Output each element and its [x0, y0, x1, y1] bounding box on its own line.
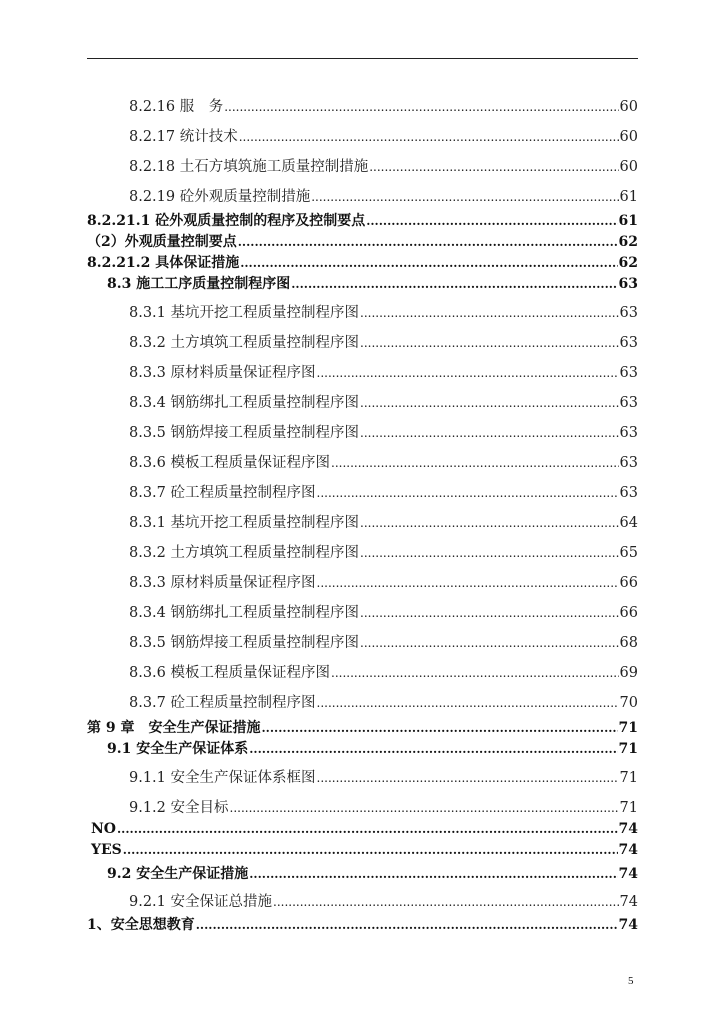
- toc-leader-dots: [230, 801, 619, 815]
- toc-entry-page: 60: [619, 159, 638, 175]
- toc-entry[interactable]: [87, 914, 638, 934]
- toc-entry[interactable]: [129, 890, 638, 911]
- toc-entry[interactable]: [129, 541, 638, 562]
- toc-entry-page: 62: [618, 234, 638, 250]
- toc-leader-dots: [360, 516, 619, 530]
- toc-entry-page: 61: [619, 189, 638, 205]
- toc-entry-page: 69: [619, 665, 638, 681]
- toc-entry[interactable]: [91, 842, 638, 858]
- toc-leader-dots: [317, 576, 619, 590]
- toc-entry-page: 63: [618, 276, 638, 292]
- toc-entry-title: 8.3 施工工序质量控制程序图: [107, 276, 291, 292]
- toc-entry-page: 60: [619, 99, 638, 115]
- toc-entry[interactable]: [87, 252, 638, 272]
- toc-entry-title: 8.3.5 钢筋焊接工程质量控制程序图: [129, 635, 360, 651]
- toc-leader-dots: [317, 771, 619, 785]
- toc-entry-title: 8.2.19 砼外观质量控制措施: [129, 189, 311, 205]
- toc-entry[interactable]: [129, 185, 638, 206]
- toc-entry-title: 8.3.1 基坑开挖工程质量控制程序图: [129, 305, 360, 321]
- toc-leader-dots: [360, 606, 619, 620]
- toc-entry-page: 63: [619, 455, 638, 471]
- toc-entry-title: 8.3.7 砼工程质量控制程序图: [129, 695, 316, 711]
- toc-entry-page: 63: [619, 425, 638, 441]
- toc-entry-title: YES: [91, 842, 122, 858]
- toc-leader-dots: [224, 100, 618, 114]
- toc-entry-page: 60: [619, 129, 638, 145]
- toc-entry-page: 71: [619, 800, 638, 816]
- toc-leader-dots: [360, 636, 619, 650]
- toc-leader-dots: [311, 190, 618, 204]
- toc-entry-page: 71: [618, 720, 638, 736]
- toc-entry[interactable]: [129, 511, 638, 532]
- header-rule: [87, 58, 638, 59]
- toc-entry-title: 8.3.5 钢筋焊接工程质量控制程序图: [129, 425, 360, 441]
- toc-entry[interactable]: [107, 738, 638, 758]
- toc-leader-dots: [317, 366, 619, 380]
- toc-entry[interactable]: [129, 631, 638, 652]
- toc-entry[interactable]: [91, 821, 638, 837]
- toc-entry-page: 74: [618, 917, 638, 933]
- toc-entry-title: 9.1.1 安全生产保证体系框图: [129, 770, 316, 786]
- toc-leader-dots: [360, 396, 619, 410]
- toc-entry[interactable]: [107, 863, 638, 883]
- toc-entry-title: 第 9 章 安全生产保证措施: [87, 720, 261, 736]
- toc-entry-page: 74: [619, 894, 638, 910]
- toc-entry[interactable]: [129, 571, 638, 592]
- toc-entry[interactable]: [129, 601, 638, 622]
- toc-entry-title: 8.2.21.2 具体保证措施: [87, 255, 240, 271]
- page-number: 5: [628, 975, 634, 987]
- toc-entry-page: 66: [619, 605, 638, 621]
- toc-entry-title: 8.2.16 服 务: [129, 99, 224, 115]
- toc-entry[interactable]: [129, 661, 638, 682]
- toc-leader-dots: [123, 843, 618, 857]
- toc-leader-dots: [317, 486, 619, 500]
- toc-entry[interactable]: [129, 125, 638, 146]
- toc-leader-dots: [240, 256, 617, 270]
- toc-leader-dots: [273, 895, 619, 909]
- toc-leader-dots: [331, 666, 619, 680]
- toc-leader-dots: [360, 546, 619, 560]
- toc-entry-title: 8.3.4 钢筋绑扎工程质量控制程序图: [129, 395, 360, 411]
- toc-leader-dots: [239, 130, 619, 144]
- toc-leader-dots: [249, 867, 617, 881]
- toc-entry-title: 8.3.2 土方填筑工程质量控制程序图: [129, 545, 360, 561]
- toc-leader-dots: [360, 426, 619, 440]
- toc-entry[interactable]: [129, 361, 638, 382]
- toc-entry-title: 8.3.4 钢筋绑扎工程质量控制程序图: [129, 605, 360, 621]
- toc-entry-title: 8.3.3 原材料质量保证程序图: [129, 365, 316, 381]
- toc-leader-dots: [317, 696, 619, 710]
- toc-entry-page: 68: [619, 635, 638, 651]
- toc-entry[interactable]: [129, 451, 638, 472]
- toc-entry-title: 8.3.2 土方填筑工程质量控制程序图: [129, 335, 360, 351]
- toc-entry[interactable]: [129, 95, 638, 116]
- toc-leader-dots: [249, 742, 617, 756]
- toc-entry-page: 63: [619, 365, 638, 381]
- toc-entry-title: 9.1 安全生产保证体系: [107, 741, 249, 757]
- toc-entry-page: 62: [618, 255, 638, 271]
- toc-leader-dots: [196, 918, 618, 932]
- toc-entry-page: 74: [618, 842, 638, 858]
- toc-entry[interactable]: [129, 301, 638, 322]
- toc-entry-title: 8.2.21.1 砼外观质量控制的程序及控制要点: [87, 213, 366, 229]
- toc-entry-page: 63: [619, 485, 638, 501]
- toc-leader-dots: [238, 235, 618, 249]
- toc-leader-dots: [291, 277, 617, 291]
- toc-leader-dots: [369, 160, 618, 174]
- toc-entry-title: NO: [91, 821, 116, 837]
- toc-entry-page: 63: [619, 335, 638, 351]
- toc-entry-title: （2）外观质量控制要点: [87, 234, 237, 250]
- toc-entry[interactable]: [129, 421, 638, 442]
- toc-entry-page: 71: [618, 741, 638, 757]
- toc-entry-title: 8.3.6 模板工程质量保证程序图: [129, 455, 331, 471]
- toc-entry-page: 71: [619, 770, 638, 786]
- toc-entry[interactable]: [129, 691, 638, 712]
- toc-entry-title: 1、安全思想教育: [87, 917, 195, 933]
- toc-leader-dots: [366, 214, 617, 228]
- toc-entry-title: 8.3.1 基坑开挖工程质量控制程序图: [129, 515, 360, 531]
- toc-entry-title: 9.1.2 安全目标: [129, 800, 229, 816]
- toc-entry-page: 63: [619, 395, 638, 411]
- toc-entry-page: 63: [619, 305, 638, 321]
- toc-entry[interactable]: [129, 481, 638, 502]
- toc-entry-title: 8.2.17 统计技术: [129, 129, 238, 145]
- toc-entry[interactable]: [129, 155, 638, 176]
- toc-leader-dots: [117, 822, 618, 836]
- toc-entry-page: 74: [618, 866, 638, 882]
- toc-entry[interactable]: [107, 273, 638, 293]
- toc-entry-title: 9.2.1 安全保证总措施: [129, 894, 273, 910]
- toc-entry-title: 8.2.18 土石方填筑施工质量控制措施: [129, 159, 369, 175]
- toc-entry-page: 66: [619, 575, 638, 591]
- toc-entry-page: 74: [618, 821, 638, 837]
- toc-leader-dots: [262, 721, 618, 735]
- toc-entry[interactable]: [87, 231, 638, 251]
- toc-entry-title: 8.3.3 原材料质量保证程序图: [129, 575, 316, 591]
- toc-entry[interactable]: [129, 766, 638, 787]
- toc-entry[interactable]: [87, 210, 638, 230]
- toc-leader-dots: [360, 336, 619, 350]
- toc-entry-page: 61: [618, 213, 638, 229]
- toc-entry-page: 70: [619, 695, 638, 711]
- toc-entry[interactable]: [129, 331, 638, 352]
- toc-leader-dots: [331, 456, 619, 470]
- toc-entry-title: 8.3.6 模板工程质量保证程序图: [129, 665, 331, 681]
- toc-entry-page: 65: [619, 545, 638, 561]
- toc-entry-title: 9.2 安全生产保证措施: [107, 866, 249, 882]
- toc-entry[interactable]: [129, 391, 638, 412]
- toc-entry-page: 64: [619, 515, 638, 531]
- toc-entry[interactable]: [129, 796, 638, 817]
- toc-leader-dots: [360, 306, 619, 320]
- toc-entry[interactable]: [87, 717, 638, 737]
- toc-entry-title: 8.3.7 砼工程质量控制程序图: [129, 485, 316, 501]
